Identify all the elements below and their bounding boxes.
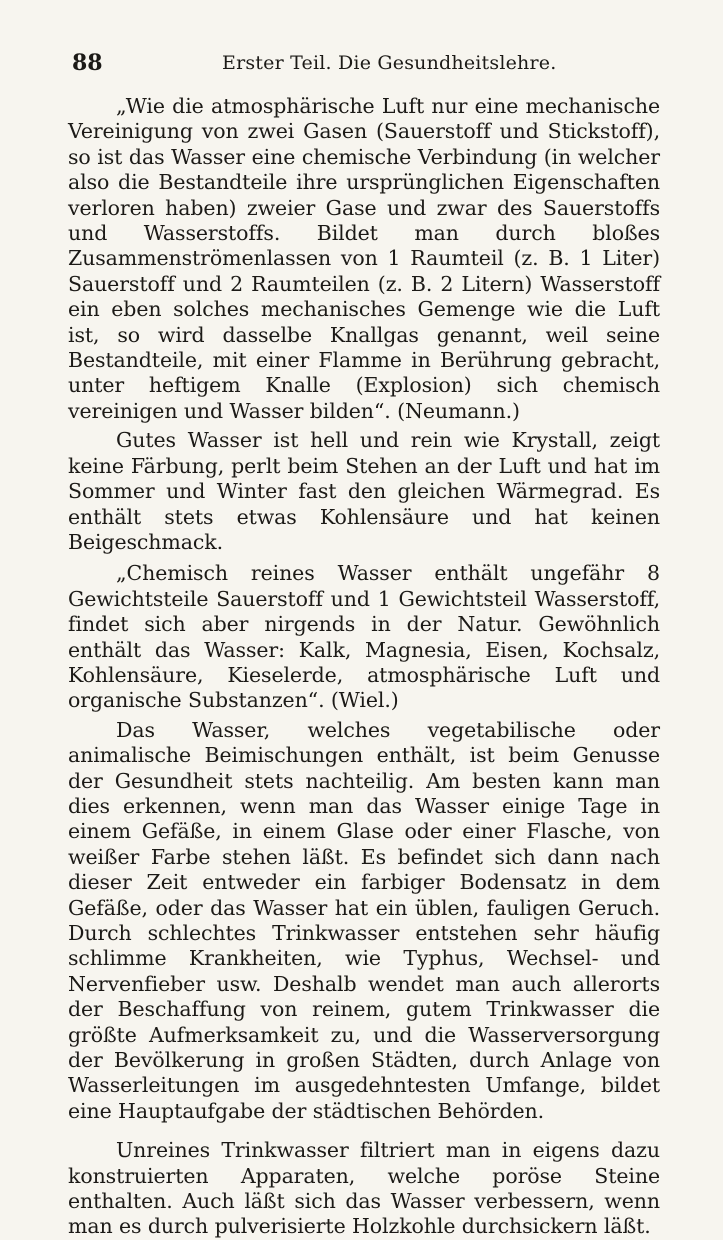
paragraph-contaminated-water: Das Wasser, welches vegetabilische oder animalische Beimischungen enthält, ist beim Genusse der Gesundheit stets nachteilig. Am besten kann man dies erkennen, wenn man das Wasser einige Tage in einem Gefäße, in einem Glase oder einer Flasche, von weißer Farbe stehen läßt. Es befindet sich dann nach dieser Zeit entweder ein farbiger Bodensatz in dem Gefäße, oder das Wasser hat ein üblen, fauligen Geruch. Durch schlechtes Trinkwasser entstehen sehr häufig schlimme Krankheiten, wie Typhus, Wechsel- und Nervenfieber usw. Deshalb wendet man auch allerorts der Beschaffung von reinem, gutem Trinkwasser die größte Aufmerksamkeit zu, und die Wasserversorgung der Bevölkerung in großen Städten, durch Anlage von Wasserleitungen im ausgedehntesten Umfange, bildet eine Hauptaufgabe der städtischen Behörden. [68,717,660,1123]
body-text [68,94,660,1240]
page-number: 88 [72,50,103,76]
paragraph-quote-neumann: „Wie die atmosphärische Luft nur eine mechanische Vereinigung von zwei Gasen (Sauerstoff und Stickstoff), so ist das Wasser eine chemische Verbindung (in welcher also die Bestandteile ihre ursprünglichen Eigenschaften verloren haben) zweier Gase und zwar des Sauerstoffs und Wasserstoffs. Bildet man durch bloßes Zusammenströmenlassen von 1 Raumteil (z. B. 1 Liter) Sauerstoff und 2 Raumteilen (z. B. 2 Litern) Wasserstoff ein eben solches mechanisches Gemenge wie die Luft ist, so wird dasselbe Knallgas genannt, weil seine Bestandteile, mit einer Flamme in Berührung gebracht, unter heftigem Knalle (Explosion) sich chemisch vereinigen und Wasser bilden“. (Neumann.) [68,94,660,423]
paragraph-good-water: Gutes Wasser ist hell und rein wie Krystall, zeigt keine Färbung, perlt beim Stehen an der Luft und hat im Sommer und Winter fast den gleichen Wärmegrad. Es enthält stets etwas Kohlensäure und hat keinen Beigeschmack. [68,428,660,554]
running-head: Erster Teil. Die Gesundheitslehre. [222,52,557,74]
page-header [72,50,662,80]
paragraph-quote-wiel: „Chemisch reines Wasser enthält ungefähr 8 Gewichtsteile Sauerstoff und 1 Gewichtsteil Wasserstoff, findet sich aber nirgends in der Natur. Gewöhnlich enthält das Wasser: Kalk, Magnesia, Eisen, Kochsalz, Kohlensäure, Kieselerde, atmosphärische Luft und organische Substanzen“. (Wiel.) [68,561,660,713]
paragraph-filtration: Unreines Trinkwasser filtriert man in eigens dazu konstruierten Apparaten, welche poröse Steine enthalten. Auch läßt sich das Wasser verbessern, wenn man es durch pulverisierte Holzkohle durchsickern läßt. [68,1138,660,1239]
